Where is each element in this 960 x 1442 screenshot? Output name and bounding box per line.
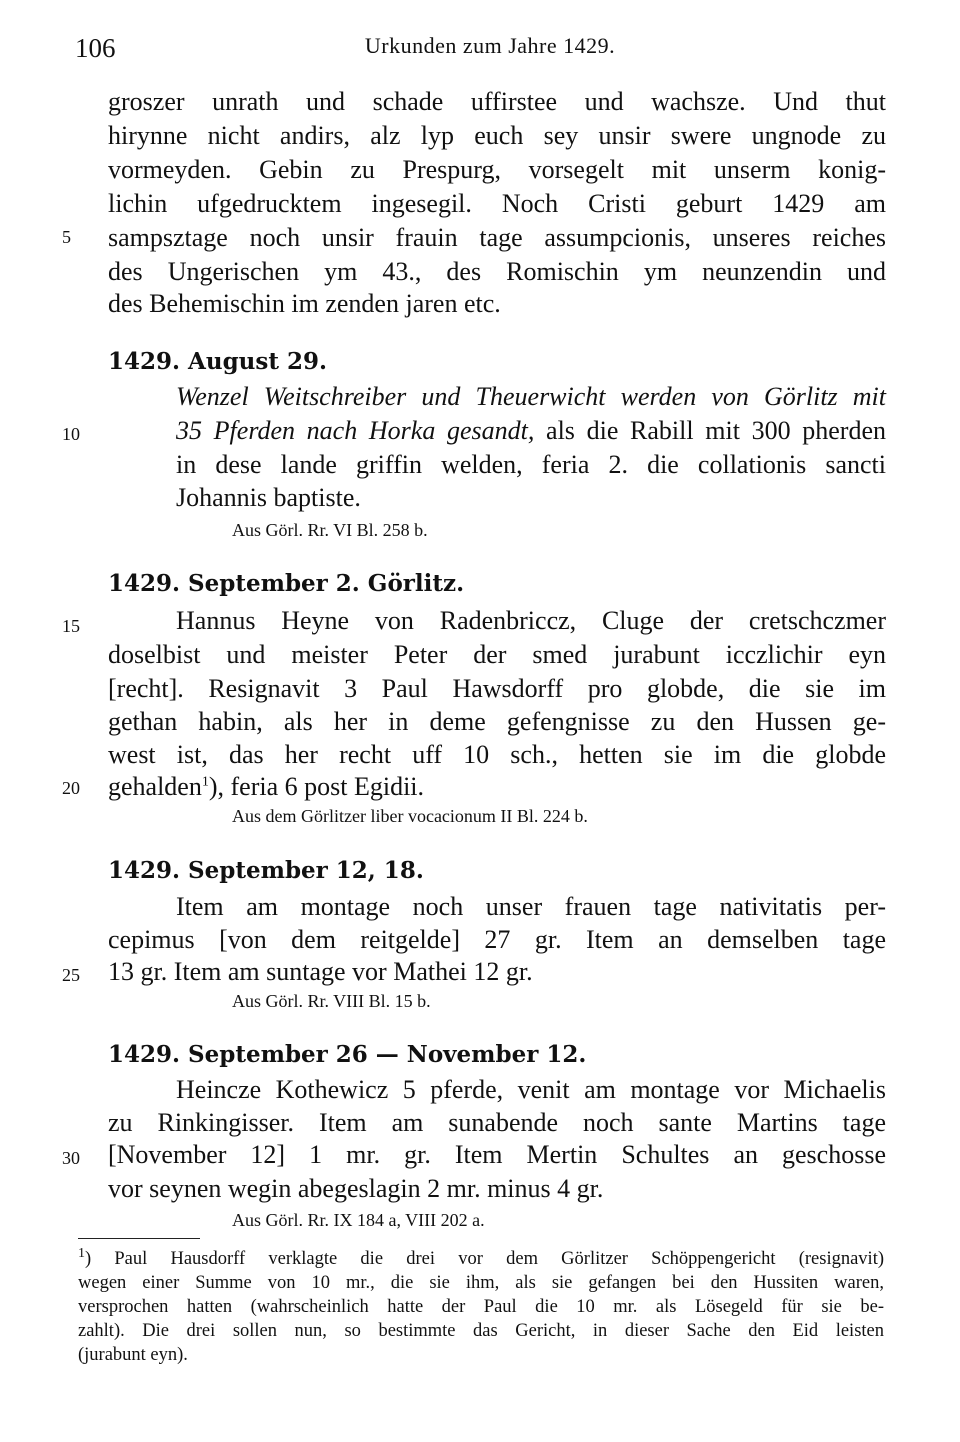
intro-line: vormeyden. Gebin zu Prespurg, vorsegelt mit unserm konig-	[108, 155, 886, 184]
margin-line-number: 5	[62, 227, 71, 247]
intro-line: des Ungerischen ym 43., des Romischin ym neunzendin und	[108, 257, 886, 286]
entry-text-line	[108, 772, 886, 802]
entry-text-line: vor seynen wegin abegeslagin 2 mr. minus 4 gr.	[108, 1174, 604, 1203]
footnote-marker: 1	[78, 1245, 85, 1261]
footnote-divider	[78, 1238, 200, 1239]
entry-text-line	[176, 416, 886, 446]
entry-heading: 1429. September 12, 18.	[108, 857, 424, 884]
source-reference: Aus Görl. Rr. VIII Bl. 15 b.	[232, 991, 431, 1011]
footnote-line: (jurabunt eyn).	[78, 1345, 188, 1365]
intro-line: groszer unrath und schade uffirstee und wachsze. Und thut	[108, 87, 886, 116]
source-reference: Aus Görl. Rr. VI Bl. 258 b.	[232, 520, 428, 540]
margin-line-number: 10	[62, 424, 80, 444]
footnote-ref: 1	[201, 774, 209, 790]
footnote-line	[78, 1245, 884, 1270]
entry-text-line: zu Rinkingisser. Item am sunabende noch sante Martins tage	[108, 1108, 886, 1137]
text-span: gehalden	[108, 772, 202, 801]
entry-text-line: doselbist und meister Peter der smed jurabunt icczlichir eyn	[108, 640, 886, 669]
entry-text-line: in dese lande griffin welden, feria 2. die collationis sancti	[176, 450, 886, 479]
text-span: ), feria 6 post Egidii.	[208, 772, 425, 801]
running-head: Urkunden zum Jahre 1429.	[364, 33, 616, 58]
entry-text-line: 13 gr. Item am suntage vor Mathei 12 gr.	[108, 957, 533, 986]
intro-line: des Behemischin im zenden jaren etc.	[108, 289, 501, 318]
entry-text-line: gethan habin, als her in deme gefengnisse zu den Hussen ge-	[108, 707, 886, 736]
intro-line: lichin ufgedrucktem ingesegil. Noch Cristi geburt 1429 am	[108, 189, 886, 218]
entry-heading: 1429. September 26 — November 12.	[108, 1041, 587, 1068]
entry-text-line: Item am montage noch unser frauen tage nativitatis per-	[176, 892, 886, 921]
margin-line-number: 20	[62, 778, 80, 798]
entry-heading: 1429. September 2. Görlitz.	[108, 570, 465, 597]
footnote-line: zahlt). Die drei sollen nun, so bestimmte das Gericht, in dieser Sache den Eid leisten	[78, 1321, 884, 1341]
margin-line-number: 15	[62, 616, 80, 636]
text-span: als die Rabill mit 300 pherden	[534, 416, 886, 445]
intro-line: hirynne nicht andirs, alz lyp euch sey unsir swere ungnode zu	[108, 121, 886, 150]
entry-text-line: Johannis baptiste.	[176, 483, 361, 512]
entry-text-line: Wenzel Weitschreiber und Theuerwicht werden von Görlitz mit	[176, 382, 886, 411]
entry-text-line: Heincze Kothewicz 5 pferde, venit am montage vor Michaelis	[176, 1075, 886, 1104]
footnote-line: wegen einer Summe von 10 mr., die sie ihm, als sie gefangen bei den Hussiten waren,	[78, 1273, 884, 1293]
text-span: ) Paul Hausdorff verklagte die drei vor dem Görlitzer Schöppengericht (resignavit)	[85, 1249, 884, 1269]
entry-text-line: [recht]. Resignavit 3 Paul Hawsdorff pro globde, die sie im	[108, 674, 886, 703]
entry-text-line: west ist, das her recht uff 10 sch., hetten sie im die globde	[108, 740, 886, 769]
page-number: 106	[75, 33, 116, 63]
italic-span: 35 Pferden nach Horka gesandt,	[176, 416, 535, 445]
margin-line-number: 30	[62, 1148, 80, 1168]
entry-heading: 1429. August 29.	[108, 348, 327, 375]
intro-line: sampsztage noch unsir frauin tage assumpcionis, unseres reiches	[108, 223, 886, 252]
source-reference: Aus dem Görlitzer liber vocacionum II Bl. 224 b.	[232, 806, 588, 826]
entry-text-line: [November 12] 1 mr. gr. Item Mertin Schultes an geschosse	[108, 1140, 886, 1169]
entry-text-line: cepimus [von dem reitgelde] 27 gr. Item an demselben tage	[108, 925, 886, 954]
footnote-line: versprochen hatten (wahrscheinlich hatte der Paul die 10 mr. als Lösegeld für sie be-	[78, 1297, 884, 1317]
entry-text-line: Hannus Heyne von Radenbriccz, Cluge der cretschczmer	[176, 606, 886, 635]
margin-line-number: 25	[62, 965, 80, 985]
source-reference: Aus Görl. Rr. IX 184 a, VIII 202 a.	[232, 1210, 485, 1230]
